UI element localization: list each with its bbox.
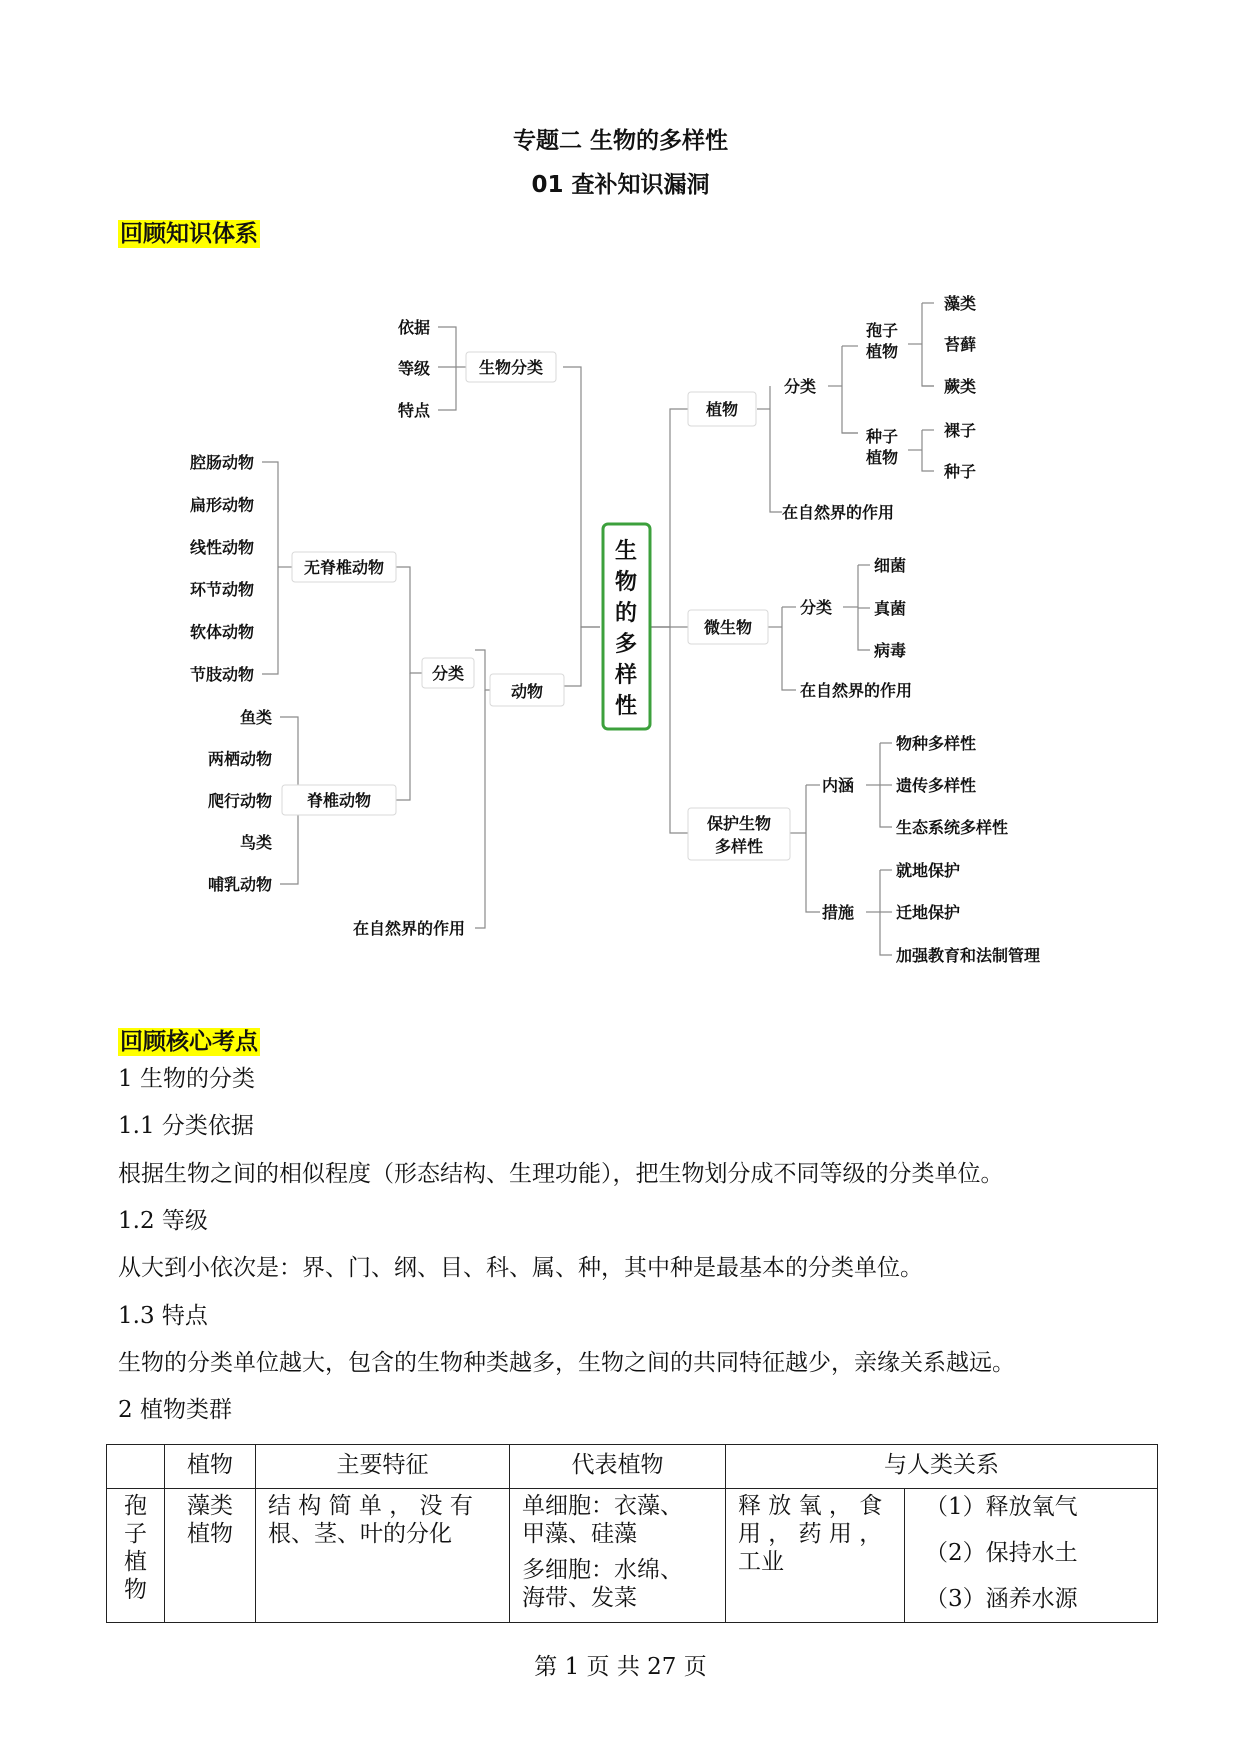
- paragraph-3: 生物的分类单位越大，包含的生物种类越多，生物之间的共同特征越少，亲缘关系越远。: [118, 1350, 1015, 1376]
- node-microbe: 微生物: [703, 618, 753, 637]
- cell-representative: 单细胞：衣藻、 甲藻、硅藻 多细胞：水绵、 海带、发菜: [510, 1489, 726, 1623]
- node-vertebrate-item: 哺乳动物: [207, 874, 272, 894]
- node-species-diversity: 物种多样性: [896, 734, 977, 753]
- node-vertebrate-item: 鱼类: [239, 708, 272, 727]
- node-gymnosperm: 裸子: [944, 421, 977, 440]
- node-genetic-diversity: 遗传多样性: [896, 776, 977, 795]
- node-vertebrate-item: 两栖动物: [207, 749, 272, 769]
- center-char: 生: [614, 539, 638, 564]
- node-invertebrate-item: 腔肠动物: [189, 453, 254, 472]
- page-total: 27: [647, 1654, 677, 1680]
- page-footer: 第 1 页 共 27 页: [534, 1654, 707, 1680]
- node-vertebrates: 脊椎动物: [306, 791, 372, 810]
- table-header-representative: 代表植物: [510, 1445, 726, 1489]
- node-plant-classify: 分类: [784, 377, 817, 396]
- center-char: 性: [614, 694, 638, 719]
- node-rank: 等级: [397, 359, 430, 378]
- node-education-law: 加强教育和法制管理: [896, 946, 1041, 965]
- node-seed-plant-l2: 植物: [865, 448, 899, 467]
- node-basis: 依据: [397, 318, 430, 337]
- page-number: 1: [564, 1654, 580, 1680]
- node-animal-classify: 分类: [431, 664, 465, 683]
- node-fungi: 真菌: [874, 599, 907, 618]
- node-invertebrate-item: 扁形动物: [189, 495, 254, 515]
- center-char: 样: [614, 663, 638, 688]
- table-header-plant: 植物: [165, 1445, 256, 1489]
- page-title: 专题二 生物的多样性: [512, 128, 728, 154]
- node-invertebrates: 无脊椎动物: [303, 558, 385, 577]
- node-angiosperm: 种子: [944, 462, 977, 481]
- table-header-empty: [107, 1445, 165, 1489]
- node-fern: 蕨类: [944, 377, 977, 396]
- node-spore-plant-l2: 植物: [865, 342, 899, 361]
- node-animal: 动物: [510, 682, 544, 701]
- cell-algae-plant: 藻类 植物: [165, 1489, 256, 1623]
- node-meaning: 内涵: [822, 776, 855, 795]
- paragraph-1: 根据生物之间的相似程度（形态结构、生理功能），把生物划分成不同等级的分类单位。: [118, 1161, 1004, 1187]
- node-invertebrate-item: 环节动物: [189, 580, 254, 600]
- node-spore-plant-l1: 孢子: [865, 321, 899, 340]
- cell-spore-plant: 孢 子 植 物: [107, 1489, 165, 1623]
- node-bacteria: 细菌: [874, 556, 907, 575]
- node-measures: 措施: [822, 903, 855, 922]
- node-feature: 特点: [397, 401, 430, 420]
- node-protect-l1: 保护生物: [706, 814, 772, 833]
- heading-1-3: 1.3 特点: [118, 1303, 208, 1329]
- node-ex-situ: 迁地保护: [896, 903, 961, 922]
- node-plant: 植物: [705, 400, 739, 419]
- table-header-relation: 与人类关系: [726, 1445, 1158, 1489]
- cell-relation: （1）释放氧气 （2）保持水土 （3）涵养水源: [905, 1489, 1158, 1623]
- heading-1-2: 1.2 等级: [118, 1208, 208, 1234]
- node-ecosystem-diversity: 生态系统多样性: [896, 818, 1009, 837]
- mind-map-connectors: [262, 303, 934, 955]
- node-microbe-role: 在自然界的作用: [800, 681, 913, 700]
- center-char: 多: [614, 632, 638, 657]
- node-invertebrate-item: 软体动物: [189, 622, 254, 642]
- node-in-situ: 就地保护: [896, 861, 961, 880]
- plant-groups-table: [106, 1444, 1158, 1623]
- cell-use: 释 放 氧 ， 食 用 ， 药 用 ， 工业: [726, 1489, 905, 1623]
- cell-feature: 结 构 简 单 ， 没 有 根、茎、叶的分化: [256, 1489, 510, 1623]
- center-char: 的: [614, 601, 638, 626]
- node-plant-role: 在自然界的作用: [782, 503, 895, 522]
- heading-1: 1 生物的分类: [118, 1066, 255, 1092]
- node-animal-role: 在自然界的作用: [352, 919, 465, 938]
- table-row: [107, 1489, 1158, 1623]
- page-subtitle: 01 查补知识漏洞: [531, 172, 710, 198]
- node-invertebrate-item: 线性动物: [189, 537, 254, 557]
- table-header-feature: 主要特征: [256, 1445, 510, 1489]
- node-microbe-classify: 分类: [800, 598, 833, 617]
- heading-1-1: 1.1 分类依据: [118, 1113, 254, 1139]
- center-char: 物: [614, 570, 638, 595]
- heading-2: 2 植物类群: [118, 1397, 232, 1423]
- node-seed-plant-l1: 种子: [865, 427, 899, 446]
- node-vertebrate-item: 鸟类: [239, 833, 272, 853]
- node-algae: 藻类: [944, 294, 977, 313]
- node-moss: 苔藓: [944, 335, 977, 354]
- node-invertebrate-item: 节肢动物: [189, 665, 254, 684]
- section-heading-knowledge: 回顾知识体系: [120, 221, 258, 247]
- mind-map: [0, 270, 1241, 970]
- node-vertebrate-item: 爬行动物: [207, 791, 272, 811]
- table-header-row: [107, 1445, 1158, 1489]
- paragraph-2: 从大到小依次是：界、门、纲、目、科、属、种，其中种是最基本的分类单位。: [118, 1255, 923, 1281]
- section-heading-core: 回顾核心考点: [120, 1029, 258, 1055]
- node-virus: 病毒: [874, 641, 907, 660]
- node-protect-l2: 多样性: [714, 837, 764, 856]
- node-biology-classification: 生物分类: [478, 358, 544, 377]
